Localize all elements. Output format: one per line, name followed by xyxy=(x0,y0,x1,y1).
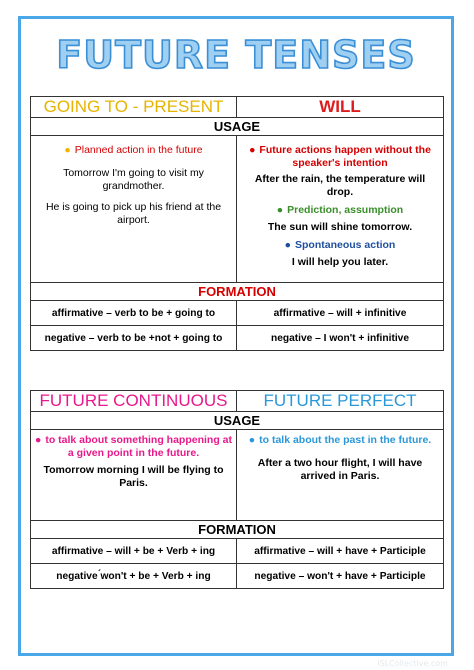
watermark: iSLCollective.com xyxy=(377,659,448,668)
example-perfect: After a two hour flight, I will have arrived in Paris. xyxy=(257,457,423,482)
bullet-icon: ● xyxy=(248,434,256,446)
usage-perfect-bullet xyxy=(241,434,439,447)
bullet-text: Prediction, assumption xyxy=(287,204,404,216)
bullet-text: Spontaneous action xyxy=(295,239,396,251)
usage-heading: USAGE xyxy=(31,412,444,430)
table-going-to-will xyxy=(30,96,444,351)
example-will-3: I will help you later. xyxy=(291,256,389,268)
formation-perfect-affirmative: affirmative – will + have + Participle xyxy=(237,539,444,564)
formation-going-to-negative: negative – verb to be +not + going to xyxy=(31,326,237,351)
header-will: WILL xyxy=(237,97,444,118)
header-future-perfect: FUTURE PERFECT xyxy=(237,391,444,412)
formation-will-affirmative: affirmative – will + infinitive xyxy=(237,301,444,326)
usage-will-cell xyxy=(237,136,444,283)
header-going-to: GOING TO - PRESENT xyxy=(31,97,237,118)
table-continuous-perfect xyxy=(30,390,444,589)
usage-perfect-cell xyxy=(237,430,444,521)
bullet-icon: ● xyxy=(284,239,291,251)
formation-going-to-affirmative: affirmative – verb to be + going to xyxy=(31,301,237,326)
bullet-icon: ● xyxy=(249,144,256,156)
example-will-1: After the rain, the temperature will drop. xyxy=(254,173,426,198)
bullet-icon: ● xyxy=(35,434,42,446)
header-future-continuous: FUTURE CONTINUOUS xyxy=(31,391,237,412)
formation-perfect-negative: negative – won't + have + Participle xyxy=(237,564,444,589)
usage-heading: USAGE xyxy=(31,118,444,136)
usage-will-bullet-1 xyxy=(241,144,439,170)
formation-will-negative: negative – I won't + infinitive xyxy=(237,326,444,351)
bullet-icon: ● xyxy=(64,144,71,156)
page-title: FUTURE TENSES xyxy=(56,33,416,77)
example-will-2: The sun will shine tomorrow. xyxy=(267,221,413,233)
example-continuous: Tomorrow morning I will be flying to Paris. xyxy=(43,464,224,489)
formation-heading: FORMATION xyxy=(31,521,444,539)
bullet-icon: ● xyxy=(276,204,284,216)
usage-continuous-cell xyxy=(31,430,237,521)
formation-heading: FORMATION xyxy=(31,283,444,301)
example-going-to-1: Tomorrow I'm going to visit my grandmother. xyxy=(63,167,204,192)
bullet-text: to talk about something happening at a given point in the future. xyxy=(45,434,233,459)
usage-going-to-bullet xyxy=(35,144,232,157)
usage-will-bullet-3 xyxy=(241,239,439,252)
usage-continuous-bullet xyxy=(35,434,232,460)
usage-going-to-cell xyxy=(31,136,237,283)
formation-continuous-negative: negative ́won't + be + Verb + ing xyxy=(31,564,237,589)
bullet-text: to talk about the past in the future. xyxy=(259,434,432,446)
bullet-text: Planned action in the future xyxy=(74,144,203,156)
bullet-text: Future actions happen without the speaker's intention xyxy=(259,144,431,169)
example-going-to-2: He is going to pick up his friend at the airport. xyxy=(45,201,222,226)
formation-continuous-affirmative: affirmative – will + be + Verb + ing xyxy=(31,539,237,564)
usage-will-bullet-2 xyxy=(241,204,439,217)
